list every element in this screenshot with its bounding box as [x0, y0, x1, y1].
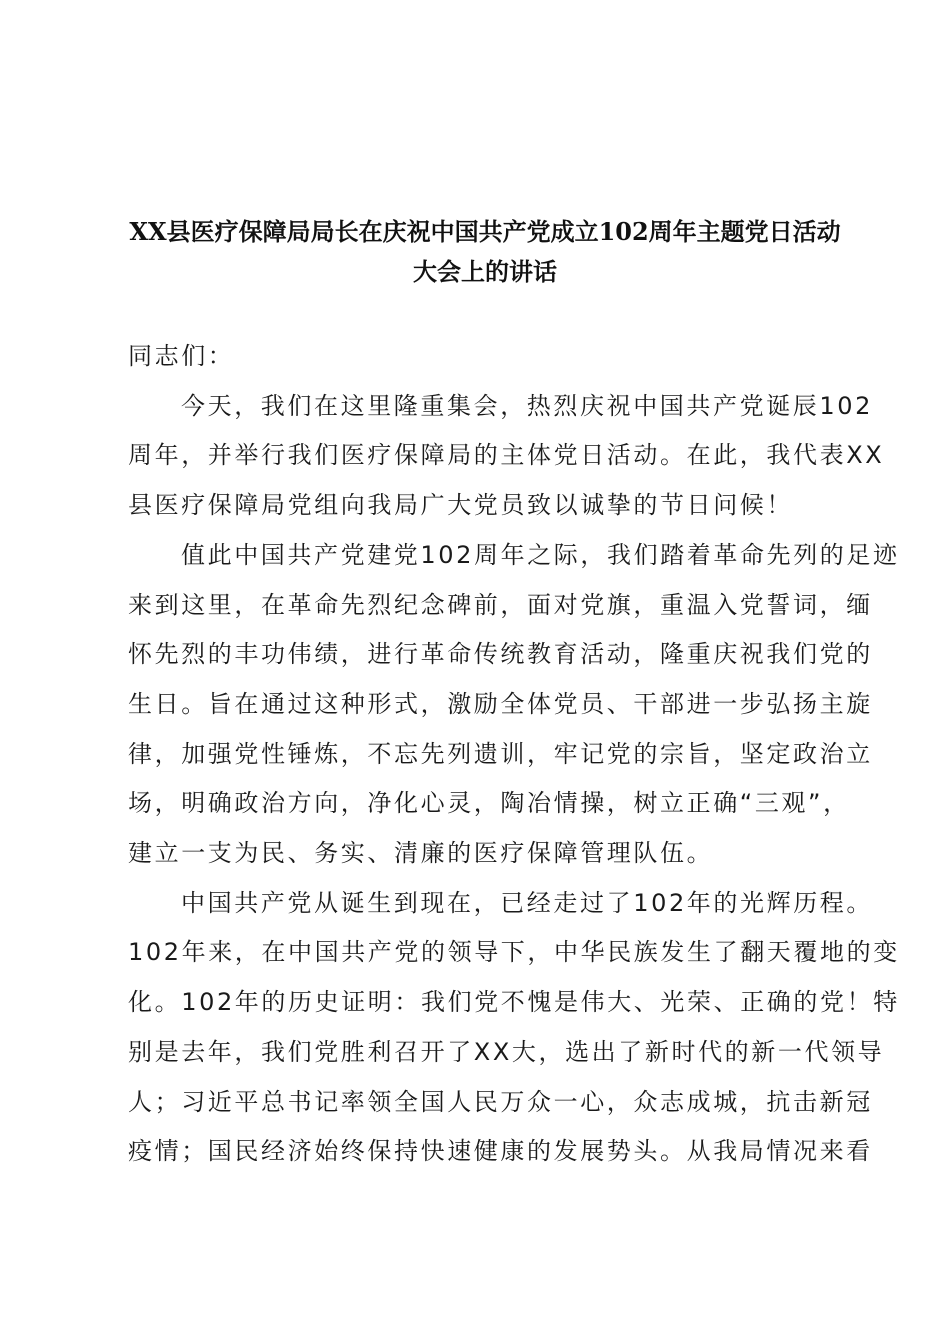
title-line-2: 大会上的讲话 [413, 257, 557, 286]
paragraph-line: 值此中国共产党建党102周年之际，我们踏着革命先列的足迹 [181, 540, 900, 569]
paragraph-1 [128, 382, 885, 531]
paragraph-line: 怀先烈的丰功伟绩，进行革命传统教育活动，隆重庆祝我们党的 [128, 640, 873, 669]
paragraph-line: 今天，我们在这里隆重集会，热烈庆祝中国共产党诞辰102 [181, 391, 874, 420]
paragraph-line: 化。102年的历史证明：我们党不愧是伟大、光荣、正确的党！特 [128, 988, 900, 1017]
paragraph-2 [128, 531, 900, 879]
paragraph-line: 来到这里，在革命先烈纪念碑前，面对党旗，重温入党誓词，缅 [128, 590, 873, 619]
paragraph-line: 疫情；国民经济始终保持快速健康的发展势头。从我局情况来看 [128, 1137, 873, 1166]
paragraph-3 [128, 879, 900, 1177]
salutation: 同志们： [128, 342, 235, 370]
document-body [128, 332, 900, 1177]
paragraph-line: 律，加强党性锤炼，不忘先列遗训，牢记党的宗旨，坚定政治立 [128, 739, 873, 768]
paragraph-line: 县医疗保障局党组向我局广大党员致以诚挚的节日问候！ [128, 491, 793, 520]
paragraph-line: 生日。旨在通过这种形式，激励全体党员、干部进一步弘扬主旋 [128, 689, 873, 718]
document-title [110, 212, 860, 292]
paragraph-line: 102年来，在中国共产党的领导下，中华民族发生了翻天覆地的变 [128, 938, 900, 967]
title-line-1: XX县医疗保障局局长在庆祝中国共产党成立102周年主题党日活动 [129, 217, 841, 246]
paragraph-line: 场，明确政治方向，净化心灵，陶冶情操，树立正确“三观”， [128, 789, 850, 818]
paragraph-line: 人；习近平总书记率领全国人民万众一心，众志成城，抗击新冠 [128, 1087, 873, 1116]
paragraph-line: 建立一支为民、务实、清廉的医疗保障管理队伍。 [128, 839, 714, 868]
paragraph-line: 别是去年，我们党胜利召开了XX大，选出了新时代的新一代领导 [128, 1037, 885, 1066]
paragraph-line: 周年，并举行我们医疗保障局的主体党日活动。在此，我代表XX [128, 441, 885, 470]
paragraph-line: 中国共产党从诞生到现在，已经走过了102年的光辉历程。 [181, 888, 874, 917]
